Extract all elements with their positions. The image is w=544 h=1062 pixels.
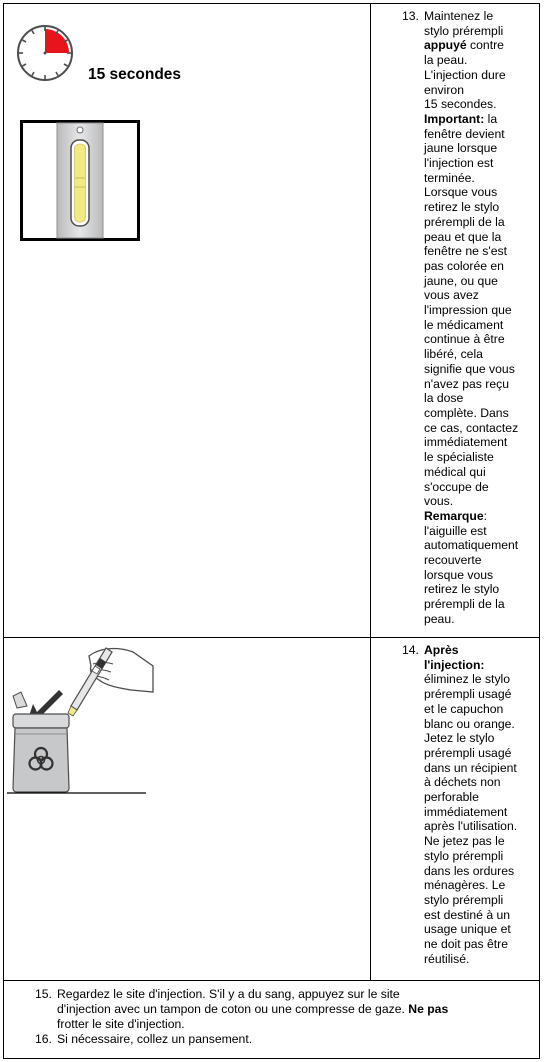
step-line: la dose <box>424 391 464 406</box>
step-line: prérempli usagé <box>424 687 512 702</box>
step-line: immédiatement <box>424 435 508 450</box>
step-line: est destiné à un <box>424 907 511 922</box>
step-line: retirez le stylo <box>424 582 500 597</box>
step-line: s'occupe de <box>424 479 489 494</box>
step-line: réutilisé. <box>424 951 470 966</box>
step-line: immédiatement <box>424 804 508 819</box>
step-line: le spécialiste <box>424 450 494 465</box>
step-line: dans les ordures <box>424 863 515 878</box>
step-line: n'avez pas reçu <box>424 376 509 391</box>
step-line: complète. Dans <box>424 405 509 420</box>
step-line: usage unique et <box>424 922 511 937</box>
step-number: 16. <box>35 1032 52 1046</box>
step-line: éliminez le stylo <box>424 672 511 687</box>
step-14-illustration-cell <box>4 638 370 980</box>
step-line: jaune lorsque <box>424 141 498 156</box>
step-line <box>57 1017 185 1032</box>
step-line: l'aiguille est <box>424 523 487 538</box>
text-run: frotter le site d'injection. <box>57 1017 185 1031</box>
step-line: ce cas, contactez <box>424 420 519 435</box>
step-line: le médicament <box>424 317 504 332</box>
step-line: prérempli de la <box>424 597 505 612</box>
step-line: L'injection dure <box>424 67 506 82</box>
step-14-text-cell <box>371 638 539 980</box>
step-line <box>57 1032 252 1047</box>
text-run: Regardez le site d'injection. S'il y a du sang, appuyez sur le site <box>57 987 400 1001</box>
step-number: 15. <box>35 987 52 1001</box>
sharps-disposal-icon <box>7 642 157 802</box>
step-line: peau et que la <box>424 229 502 244</box>
step-line: Lorsque vous <box>424 185 498 200</box>
step-line: 15 secondes. <box>424 97 497 112</box>
step-line: fenêtre ne s'est <box>424 244 507 259</box>
step-line: blanc ou orange. <box>424 716 515 731</box>
step-line: Ne jetez pas le <box>424 834 505 849</box>
step-line: perforable <box>424 790 479 805</box>
step-line: médical qui <box>424 464 486 479</box>
step-text <box>424 9 540 627</box>
timer-label: 15 secondes <box>88 66 182 83</box>
text-run: : <box>483 508 487 523</box>
instruction-table <box>3 3 540 1059</box>
step-line: retirez le stylo <box>424 200 500 215</box>
step-line: continue à être <box>424 332 505 347</box>
step-line: peau. <box>424 611 455 626</box>
step-line: recouverte <box>424 553 482 568</box>
step-line: vous. <box>424 494 454 509</box>
bold-text: Ne pas <box>408 1002 449 1016</box>
step-line: signifie que vous <box>424 361 515 376</box>
step-line: stylo prérempli <box>424 848 504 863</box>
step-13-row <box>4 4 539 638</box>
text-run: contre <box>466 38 504 53</box>
step-line: environ <box>424 82 464 97</box>
bold-text: Remarque <box>424 508 484 523</box>
step-line: stylo prérempli <box>424 892 504 907</box>
step-line <box>424 112 540 127</box>
step-line: Jetez le stylo <box>424 731 495 746</box>
step-14-row <box>4 638 539 981</box>
text-run: la <box>484 111 498 126</box>
step-line: libéré, cela <box>424 347 483 362</box>
step-line: Maintenez le <box>424 9 494 23</box>
step-line: après l'utilisation. <box>424 819 518 834</box>
step-line: et le capuchon <box>424 701 504 716</box>
step-line: stylo prérempli <box>424 23 504 38</box>
text-run: Si nécessaire, collez un pansement. <box>57 1032 253 1046</box>
step-line: l'impression que <box>424 303 512 318</box>
steps-15-16-row <box>4 981 539 1058</box>
step-line: ménagères. Le <box>424 878 506 893</box>
step-line: lorsque vous <box>424 567 494 582</box>
step-line: pas colorée en <box>424 258 504 273</box>
step-line: terminée. <box>424 170 475 185</box>
step-13-text-cell <box>371 4 539 637</box>
column-divider <box>370 4 371 980</box>
step-number: 13. <box>402 9 419 23</box>
step-line <box>57 1002 448 1017</box>
text-run: d'injection avec un tampon de coton ou une compresse de gaze. <box>57 1002 409 1016</box>
step-line: l'injection est <box>424 156 494 171</box>
step-13-illustration-cell <box>4 4 370 637</box>
step-line <box>57 987 400 1002</box>
timer-icon <box>16 24 76 84</box>
step-line: à déchets non <box>424 775 501 790</box>
step-line: prérempli de la <box>424 214 505 229</box>
step-line: Après <box>424 643 459 657</box>
step-line: dans un récipient <box>424 760 517 775</box>
step-line <box>424 38 540 53</box>
bold-text: Important: <box>424 111 485 126</box>
step-line: prérempli usagé <box>424 745 512 760</box>
step-line: vous avez <box>424 288 479 303</box>
step-number: 14. <box>402 643 419 657</box>
step-line: la peau. <box>424 53 468 68</box>
step-line: fenêtre devient <box>424 126 505 141</box>
step-line: ne doit pas être <box>424 937 509 952</box>
step-line: automatiquement <box>424 538 519 553</box>
bold-text: appuyé <box>424 38 467 53</box>
step-line: l'injection: <box>424 657 485 672</box>
pen-window-icon <box>20 120 140 242</box>
step-line: jaune, ou que <box>424 273 498 288</box>
step-line <box>424 509 540 524</box>
step-text <box>424 643 540 966</box>
